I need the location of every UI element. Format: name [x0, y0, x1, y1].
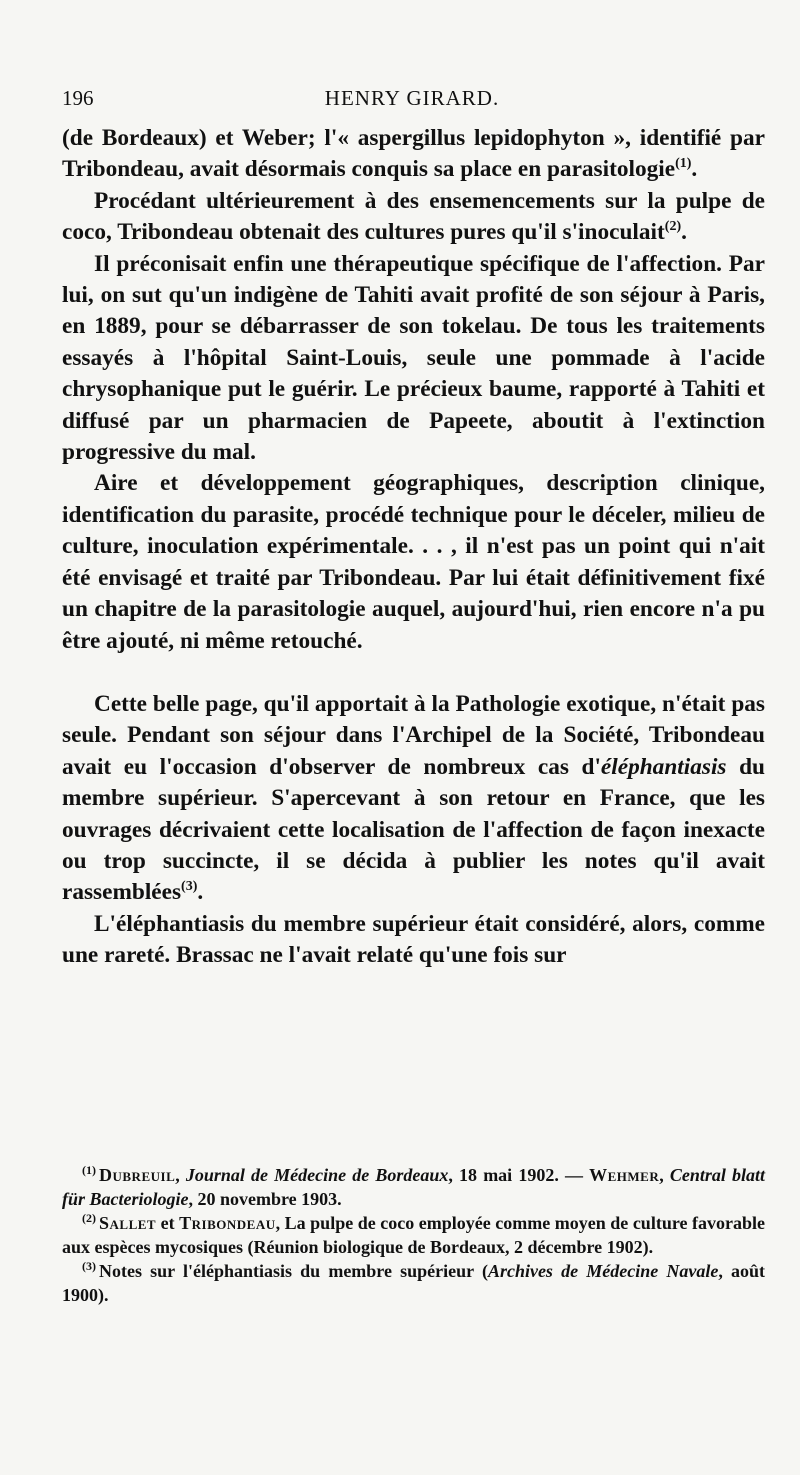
- paragraph: [62, 249, 765, 469]
- author-name: Tribondeau: [179, 1213, 276, 1233]
- footnote-marker: (1): [82, 1163, 96, 1177]
- paragraph: [62, 468, 765, 656]
- footnote-text: , 20 novembre 1903.: [188, 1189, 342, 1209]
- paragraph-text: Procédant ultérieurement à des ensemencements sur la pulpe de coco, Tribondeau obtenait des cultures pures qu'il s'inoculait: [62, 187, 765, 246]
- footnote-ref: (2): [664, 219, 682, 235]
- paragraph-text: Cette belle page, qu'il apportait à la Pathologie exotique, n'était pas seule. Pendant son séjour dans l'Archipel de la Société, Tribondeau avait eu l'occasion d'observer de nombreux cas d': [62, 690, 765, 780]
- paragraph: [62, 186, 765, 249]
- footnote-marker: (3): [82, 1259, 96, 1273]
- footnote: [62, 1211, 765, 1259]
- author-name: Sallet: [99, 1213, 157, 1233]
- paragraph-text: L'éléphantiasis du membre supérieur était considéré, alors, comme une rareté. Brassac ne l'avait relaté qu'une fois sur: [62, 910, 765, 969]
- paragraph: [62, 909, 765, 972]
- running-head: HENRY GIRARD.: [324, 86, 500, 110]
- body-text: [62, 123, 765, 972]
- footnote: [62, 1163, 765, 1211]
- journal-title: Journal de Médecine de Bordeaux: [185, 1165, 449, 1185]
- journal-title: Central blatt für Bacteriologie: [62, 1165, 766, 1209]
- author-name: Wehmer: [589, 1165, 660, 1185]
- footnote-ref: (3): [181, 879, 198, 895]
- footnote-marker: (2): [82, 1211, 96, 1225]
- page-header: [62, 86, 762, 116]
- footnote-text: , La pulpe de coco employée comme moyen de culture favorable aux espèces mycosiques (Réunion biologique de Bordeaux, 2 décembre 1902).: [62, 1213, 765, 1257]
- footnote-text: Notes sur l'éléphantiasis du membre supérieur (: [99, 1261, 488, 1281]
- paragraph-italic: éléphantiasis: [600, 753, 727, 780]
- paragraph: [62, 123, 765, 186]
- footnote-text: , 18 mai 1902. —: [448, 1165, 590, 1185]
- footnote-text: ,: [659, 1165, 670, 1185]
- paragraph: [62, 689, 765, 909]
- footnote: [62, 1259, 765, 1307]
- author-name: Dubreuil: [99, 1165, 176, 1185]
- paragraph-text: Il préconisait enfin une thérapeutique spécifique de l'affection. Par lui, on sut qu'un indigène de Tahiti avait profité de son séjour à Paris, en 1889, pour se débarrasser de son tokelau. De tous les traitements essayés à l'hôpital Saint-Louis, seule une pommade à l'acide chrysophanique put le guérir. Le précieux baume, rapporté à Tahiti et diffusé par un pharmacien de Papeete, aboutit à l'extinction progressive du mal.: [62, 250, 765, 466]
- footnote-ref: (1): [675, 156, 692, 172]
- footnote-text: , août 1900).: [62, 1261, 766, 1305]
- paragraph-text: Aire et développement géographiques, description clinique, identification du parasite, procédé technique pour le déceler, milieu de culture, inoculation expérimentale. . . , il n'est pas un point qui n'ait été envisagé et traité par Tribondeau. Par lui était définitivement fixé un chapitre de la parasitologie auquel, aujourd'hui, rien encore n'a pu être ajouté, ni même retouché.: [62, 470, 765, 654]
- footnote-text: et: [156, 1213, 180, 1233]
- paragraph-text: du membre supérieur. S'apercevant à son retour en France, que les ouvrages décrivaient cette localisation de l'affection de façon inexacte ou trop succincte, il se décida à publier les notes qu'il avait rassemblées: [62, 753, 765, 906]
- journal-title: Archives de Médecine Navale: [487, 1261, 719, 1281]
- paragraph-text: .: [197, 879, 204, 906]
- paragraph-text: .: [681, 219, 687, 246]
- paragraph-text: .: [691, 156, 698, 183]
- paragraph-text: (de Bordeaux) et Weber; l'« aspergillus lepidophyton », identifié par Tribondeau, avait désormais conquis sa place en parasitologie: [62, 125, 765, 183]
- footnotes: [62, 1163, 765, 1307]
- footnote-text: ,: [175, 1165, 186, 1185]
- page-number: 196: [62, 86, 94, 110]
